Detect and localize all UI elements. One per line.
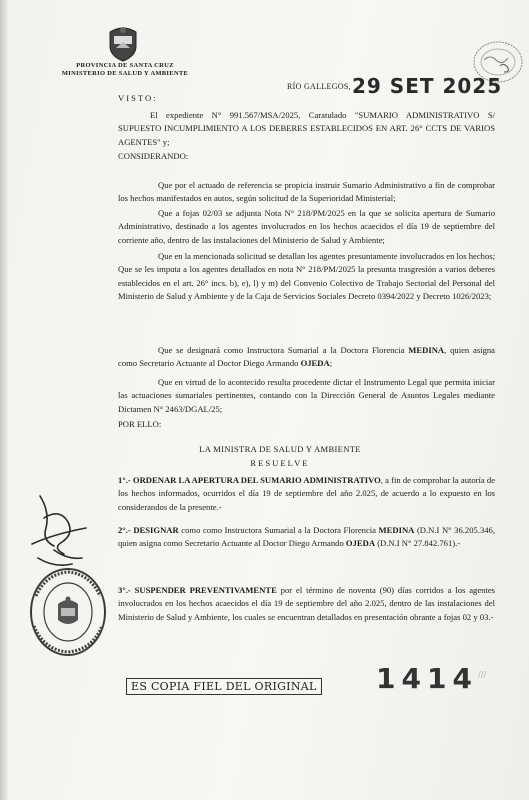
article-2-text-b: (D.N.I N° 36.205.346, quien asigna como Secretario Actuante al Doctor Diego Armando (118, 525, 496, 549)
header-block (60, 62, 190, 78)
article-1-text: , a fin de comprobar la autoría de los hechos informados, ocurridos el día 19 de septiembre del año 2.025, de acuerdo a lo expuesto en los considerandos de la presente.- (118, 475, 496, 512)
article-3 (118, 584, 495, 624)
p5-bold-medina: MEDINA (408, 345, 445, 355)
article-3-text: por el término de noventa (90) días corridos a los agentes involucrados en los hechos acaecidos el día 19 de septiembre del año 2.025, dentro de las instalaciones del Ministerio de Salud y Ambiente, los cuales se encuentran detallados en presentación obrante a fojas 02 y 03.- (118, 585, 495, 622)
article-1-bold: 1°.- ORDENAR LA APERTURA DEL SUMARIO ADMINISTRATIVO (118, 475, 381, 485)
article-2-bold: 2°.- DESIGNAR (118, 525, 179, 535)
expediente-paragraph (118, 109, 495, 149)
article-2-text-a: como como Instructora Sumarial a la Doctora Florencia (178, 525, 379, 535)
visto-heading: VISTO: (118, 93, 158, 103)
p5-text-a: Que se designará como Instructora Sumarial a la Doctora Florencia (158, 345, 409, 355)
article-2-text-c: (D.N.I N° 27.842.761).- (375, 538, 461, 549)
paragraph-5 (118, 344, 495, 371)
article-3-bold: 3°.- SUSPENDER PREVENTIVAMENTE (118, 585, 277, 595)
resuelve-heading: RESUELVE (250, 458, 310, 468)
article-2-bold-ojeda: OJEDA (345, 538, 376, 549)
por-ello: POR ELLO: (118, 419, 162, 429)
p5-text-c: , quien asigna como Secretario Actuante al Doctor Diego Armando (118, 345, 495, 369)
p5-text-e: ; (329, 358, 333, 369)
certified-copy-stamp: ES COPIA FIEL DEL ORIGINAL (126, 678, 322, 695)
stamp-marks: /// (478, 670, 487, 681)
minister-title: LA MINISTRA DE SALUD Y AMBIENTE (199, 444, 361, 454)
handwritten-signature (24, 488, 104, 578)
province-name: PROVINCIA DE SANTA CRUZ (76, 62, 174, 69)
article-2-bold-medina: MEDINA (378, 525, 415, 535)
paragraph-6: Que en virtud de lo acontecido resulta procedente dictar el Instrumento Legal que permita iniciar las actuaciones sumariales pertinentes, contando con la Dirección General de Asuntos Legales mediante Dictamen N° 2463/DGAL/25; (118, 377, 495, 414)
article-2 (118, 524, 495, 551)
official-seal (28, 566, 108, 658)
expediente-text: El expediente N° 991.567/MSA/2025, Caratulado "SUMARIO ADMINISTRATIVO S/ SUPUESTO INCUMPLIMIENTO A LOS DEBERES ESTABLECIDOS EN ART. 26° CCTS DE VARIOS AGENTES" y; (118, 110, 495, 147)
paragraph-3: Que en la mencionada solicitud se detallan los agentes presuntamente involucrados en los hechos; Que se les imputa a los agentes detallados en nota N° 218/PM/2025 la presunta trasgresión a varios deberes establecidos en el art. 26° incs. b), e), l) y m) del Convenio Colectivo de Trabajo Sectorial del Personal del Ministerio de Salud y Ambiente y de la Caja de Servicios Sociales Decreto 0394/2022 y Decreto 1026/2023; (118, 251, 495, 302)
provincial-coat-of-arms (106, 24, 140, 62)
paragraph-2: Que a fojas 02/03 se adjunta Nota N° 218/PM/2025 en la que se solicita apertura de Sumario Administrativo, destinado a los agentes involucrados en los hechos acaecidos el día 19 de septiembre del corriente año, dentro de las instalaciones del Ministerio de Salud y Ambiente; (118, 208, 495, 245)
article-1 (118, 474, 495, 514)
place-label: RÍO GALLEGOS, (287, 82, 351, 91)
resolution-number: 1414 (376, 662, 478, 695)
paragraph-1: Que por el actuado de referencia se propicia instruir Sumario Administrativo a fin de comprobar los hechos manifestados en autos, según solicitud de la Superioridad Ministerial; (118, 180, 495, 204)
considerando-heading: CONSIDERANDO: (118, 151, 189, 161)
ministry-name: MINISTERIO DE SALUD Y AMBIENTE (61, 70, 189, 77)
p5-bold-ojeda: OJEDA (300, 358, 330, 369)
date-stamp: 29 SET 2025 (352, 74, 503, 98)
page-fold-shadow (0, 0, 8, 800)
